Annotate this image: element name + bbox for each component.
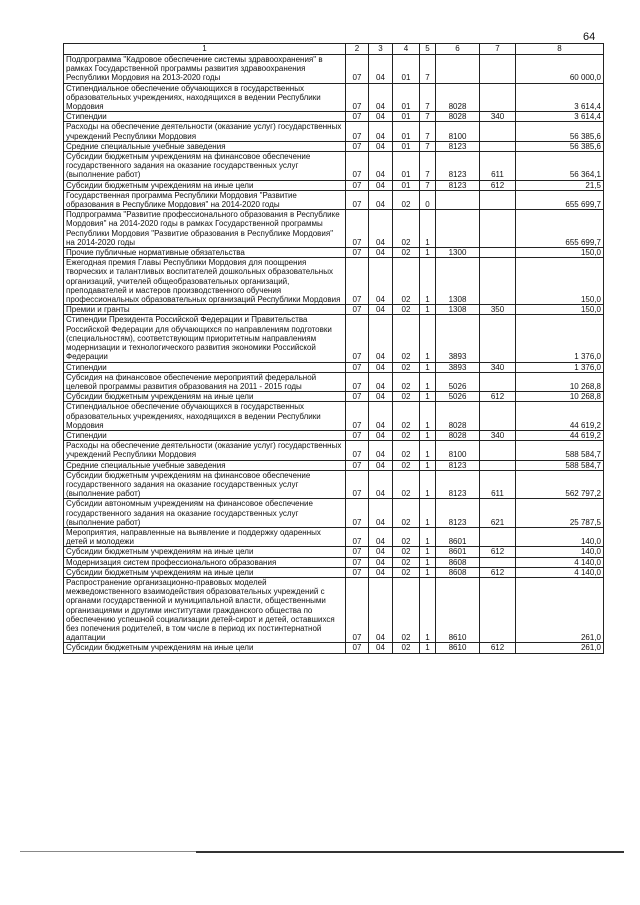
target-article-code: 8610 — [436, 643, 480, 653]
program-code: 02 — [393, 248, 420, 258]
expense-type-code — [480, 55, 516, 84]
row-amount: 150,0 — [516, 248, 604, 258]
target-article-code — [436, 210, 480, 248]
table-row — [64, 643, 604, 653]
section-code: 07 — [346, 460, 369, 470]
subsection-code: 04 — [369, 372, 393, 391]
subprogram-code: 7 — [420, 141, 436, 151]
subsection-code: 04 — [369, 557, 393, 567]
program-code: 02 — [393, 527, 420, 546]
row-amount: 1 376,0 — [516, 362, 604, 372]
target-article-code: 8123 — [436, 141, 480, 151]
section-code: 07 — [346, 547, 369, 557]
expense-type-code — [480, 248, 516, 258]
column-header: 8 — [516, 44, 604, 55]
subprogram-code: 1 — [420, 392, 436, 402]
page-number: 64 — [583, 31, 596, 43]
table-row — [64, 141, 604, 151]
subprogram-code: 1 — [420, 527, 436, 546]
table-row — [64, 362, 604, 372]
target-article-code: 3893 — [436, 315, 480, 362]
column-header: 7 — [480, 44, 516, 55]
table-row — [64, 577, 604, 642]
subprogram-code: 1 — [420, 577, 436, 642]
row-amount: 1 376,0 — [516, 315, 604, 362]
subsection-code: 04 — [369, 402, 393, 431]
program-code: 01 — [393, 83, 420, 112]
target-article-code: 8608 — [436, 557, 480, 567]
row-name: Стипендии Президента Российской Федерации и Правительства Российской Федерации для обучающихся по направлениям подготовки (специальностям), соответствующим приоритетным направлениям модернизации и технологического развития экономики Российской Федерации — [64, 315, 346, 362]
expense-type-code: 340 — [480, 362, 516, 372]
subprogram-code: 7 — [420, 112, 436, 122]
row-name: Субсидии бюджетным учреждениям на иные цели — [64, 180, 346, 190]
subsection-code: 04 — [369, 248, 393, 258]
table-row — [64, 55, 604, 84]
subprogram-code: 1 — [420, 567, 436, 577]
row-name: Средние специальные учебные заведения — [64, 460, 346, 470]
subprogram-code: 1 — [420, 499, 436, 528]
subprogram-code: 7 — [420, 83, 436, 112]
expense-type-code: 621 — [480, 499, 516, 528]
expense-type-code — [480, 210, 516, 248]
section-code: 07 — [346, 83, 369, 112]
expense-type-code — [480, 258, 516, 305]
expense-type-code: 612 — [480, 392, 516, 402]
subsection-code: 04 — [369, 141, 393, 151]
target-article-code: 8601 — [436, 547, 480, 557]
table-row — [64, 372, 604, 391]
expense-type-code: 612 — [480, 547, 516, 557]
table-row — [64, 567, 604, 577]
row-name: Расходы на обеспечение деятельности (оказание услуг) государственных учреждений Республики Мордовия — [64, 122, 346, 141]
row-name: Средние специальные учебные заведения — [64, 141, 346, 151]
expense-type-code: 350 — [480, 305, 516, 315]
row-name: Стипендии — [64, 430, 346, 440]
expense-type-code — [480, 83, 516, 112]
row-amount: 562 797,2 — [516, 470, 604, 499]
row-amount: 56 364,1 — [516, 152, 604, 181]
row-amount: 655 699,7 — [516, 190, 604, 209]
subprogram-code: 1 — [420, 315, 436, 362]
table-row — [64, 392, 604, 402]
row-name: Распространение организационно-правовых моделей межведомственного взаимодействия образовательных учреждений с органами государственной и муниципальной власти, общественными организациями и другими институтами гражданского общества по обеспечению успешной социализации детей-сирот и детей, оставшихся без попечения родителей, в том числе в период их постинтернатной адаптации — [64, 577, 346, 642]
row-amount: 44 619,2 — [516, 402, 604, 431]
section-code: 07 — [346, 392, 369, 402]
row-name: Ежегодная премия Главы Республики Мордовия для поощрения творческих и талантливых воспитателей дошкольных образовательных организаций, учителей общеобразовательных организаций, преподавателей и мастеров производственного обучения профессиональных образовательных организаций Республики Мордовия — [64, 258, 346, 305]
program-code: 02 — [393, 557, 420, 567]
section-code: 07 — [346, 499, 369, 528]
row-amount: 25 787,5 — [516, 499, 604, 528]
subsection-code: 04 — [369, 470, 393, 499]
subprogram-code: 1 — [420, 470, 436, 499]
program-code: 01 — [393, 55, 420, 84]
footer-divider-right — [196, 851, 624, 853]
subprogram-code: 1 — [420, 643, 436, 653]
target-article-code — [436, 190, 480, 209]
subsection-code: 04 — [369, 362, 393, 372]
expense-type-code: 611 — [480, 470, 516, 499]
subsection-code: 04 — [369, 55, 393, 84]
program-code: 02 — [393, 210, 420, 248]
expense-type-code — [480, 141, 516, 151]
expense-type-code — [480, 557, 516, 567]
program-code: 02 — [393, 577, 420, 642]
row-amount: 4 140,0 — [516, 567, 604, 577]
row-amount: 588 584,7 — [516, 441, 604, 460]
header-row — [64, 44, 604, 55]
row-name: Стипендии — [64, 112, 346, 122]
target-article-code: 1308 — [436, 305, 480, 315]
subprogram-code: 1 — [420, 441, 436, 460]
table-row — [64, 180, 604, 190]
program-code: 02 — [393, 362, 420, 372]
table-row — [64, 190, 604, 209]
subsection-code: 04 — [369, 180, 393, 190]
target-article-code: 8123 — [436, 152, 480, 181]
row-name: Мероприятия, направленные на выявление и поддержку одаренных детей и молодежи — [64, 527, 346, 546]
section-code: 07 — [346, 248, 369, 258]
section-code: 07 — [346, 152, 369, 181]
table-row — [64, 248, 604, 258]
target-article-code: 8123 — [436, 470, 480, 499]
target-article-code: 3893 — [436, 362, 480, 372]
subsection-code: 04 — [369, 83, 393, 112]
target-article-code: 8123 — [436, 499, 480, 528]
subsection-code: 04 — [369, 305, 393, 315]
expense-type-code: 612 — [480, 180, 516, 190]
subprogram-code: 1 — [420, 547, 436, 557]
row-name: Субсидии бюджетным учреждениям на иные цели — [64, 643, 346, 653]
footer-divider-left — [20, 851, 196, 852]
table-row — [64, 112, 604, 122]
section-code: 07 — [346, 567, 369, 577]
row-amount: 3 614,4 — [516, 83, 604, 112]
row-amount: 56 385,6 — [516, 141, 604, 151]
target-article-code: 8028 — [436, 112, 480, 122]
section-code: 07 — [346, 527, 369, 546]
table-row — [64, 152, 604, 181]
program-code: 02 — [393, 499, 420, 528]
target-article-code: 5026 — [436, 392, 480, 402]
section-code: 07 — [346, 112, 369, 122]
subprogram-code: 1 — [420, 557, 436, 567]
column-header: 1 — [64, 44, 346, 55]
row-amount: 588 584,7 — [516, 460, 604, 470]
subsection-code: 04 — [369, 122, 393, 141]
row-amount: 140,0 — [516, 527, 604, 546]
program-code: 01 — [393, 180, 420, 190]
row-amount: 21,5 — [516, 180, 604, 190]
expense-type-code — [480, 441, 516, 460]
program-code: 02 — [393, 372, 420, 391]
table-row — [64, 527, 604, 546]
expense-type-code — [480, 527, 516, 546]
row-amount: 150,0 — [516, 258, 604, 305]
target-article-code: 8028 — [436, 402, 480, 431]
expense-type-code — [480, 402, 516, 431]
subsection-code: 04 — [369, 499, 393, 528]
section-code: 07 — [346, 258, 369, 305]
subprogram-code: 1 — [420, 362, 436, 372]
row-amount: 655 699,7 — [516, 210, 604, 248]
subprogram-code: 1 — [420, 248, 436, 258]
row-name: Субсидии бюджетным учреждениям на финансовое обеспечение государственного задания на оказание государственных услуг (выполнение работ) — [64, 470, 346, 499]
target-article-code: 8123 — [436, 460, 480, 470]
row-name: Субсидии бюджетным учреждениям на финансовое обеспечение государственного задания на оказание государственных услуг (выполнение работ) — [64, 152, 346, 181]
section-code: 07 — [346, 402, 369, 431]
program-code: 02 — [393, 315, 420, 362]
subprogram-code: 1 — [420, 402, 436, 431]
program-code: 02 — [393, 643, 420, 653]
expense-type-code: 612 — [480, 567, 516, 577]
program-code: 01 — [393, 122, 420, 141]
subsection-code: 04 — [369, 258, 393, 305]
subprogram-code: 7 — [420, 152, 436, 181]
row-amount: 10 268,8 — [516, 392, 604, 402]
table-row — [64, 315, 604, 362]
section-code: 07 — [346, 210, 369, 248]
subprogram-code: 7 — [420, 122, 436, 141]
expense-type-code — [480, 122, 516, 141]
expense-type-code — [480, 315, 516, 362]
program-code: 02 — [393, 430, 420, 440]
subsection-code: 04 — [369, 527, 393, 546]
subsection-code: 04 — [369, 112, 393, 122]
table-row — [64, 402, 604, 431]
subsection-code: 04 — [369, 547, 393, 557]
row-amount: 261,0 — [516, 577, 604, 642]
section-code: 07 — [346, 180, 369, 190]
row-name: Субсидии бюджетным учреждениям на иные цели — [64, 547, 346, 557]
section-code: 07 — [346, 470, 369, 499]
table-row — [64, 557, 604, 567]
row-name: Стипендиальное обеспечение обучающихся в государственных образовательных учреждениях, находящихся в ведении Республики Мордовия — [64, 83, 346, 112]
table-row — [64, 499, 604, 528]
subprogram-code: 1 — [420, 305, 436, 315]
program-code: 01 — [393, 141, 420, 151]
row-name: Государственная программа Республики Мордовия "Развитие образования в Республике Мордовия" на 2014-2020 годы — [64, 190, 346, 209]
row-name: Подпрограмма "Кадровое обеспечение системы здравоохранения" в рамках Государственной программы развития здравоохранения Республики Мордовия на 2013-2020 годы — [64, 55, 346, 84]
program-code: 02 — [393, 190, 420, 209]
table-row — [64, 305, 604, 315]
target-article-code: 1300 — [436, 248, 480, 258]
program-code: 02 — [393, 460, 420, 470]
subsection-code: 04 — [369, 460, 393, 470]
expense-type-code: 611 — [480, 152, 516, 181]
subsection-code: 04 — [369, 441, 393, 460]
row-amount: 261,0 — [516, 643, 604, 653]
subprogram-code: 7 — [420, 55, 436, 84]
subprogram-code: 1 — [420, 372, 436, 391]
target-article-code: 8608 — [436, 567, 480, 577]
table-row — [64, 441, 604, 460]
row-name: Стипендиальное обеспечение обучающихся в государственных образовательных учреждениях, находящихся в ведении Республики Мордовия — [64, 402, 346, 431]
row-name: Модернизация систем профессионального образования — [64, 557, 346, 567]
column-header: 3 — [369, 44, 393, 55]
row-amount: 10 268,8 — [516, 372, 604, 391]
row-amount: 44 619,2 — [516, 430, 604, 440]
program-code: 02 — [393, 392, 420, 402]
section-code: 07 — [346, 643, 369, 653]
section-code: 07 — [346, 577, 369, 642]
subsection-code: 04 — [369, 643, 393, 653]
expense-type-code — [480, 372, 516, 391]
row-name: Премии и гранты — [64, 305, 346, 315]
program-code: 02 — [393, 258, 420, 305]
target-article-code: 8028 — [436, 430, 480, 440]
subsection-code: 04 — [369, 210, 393, 248]
target-article-code: 8610 — [436, 577, 480, 642]
program-code: 02 — [393, 567, 420, 577]
program-code: 01 — [393, 152, 420, 181]
table-row — [64, 460, 604, 470]
expense-type-code: 340 — [480, 112, 516, 122]
subprogram-code: 1 — [420, 258, 436, 305]
table-row — [64, 210, 604, 248]
subprogram-code: 1 — [420, 430, 436, 440]
section-code: 07 — [346, 557, 369, 567]
section-code: 07 — [346, 441, 369, 460]
section-code: 07 — [346, 372, 369, 391]
table-row — [64, 122, 604, 141]
target-article-code: 8028 — [436, 83, 480, 112]
column-header: 6 — [436, 44, 480, 55]
row-name: Субсидия на финансовое обеспечение мероприятий федеральной целевой программы развития образования на 2011 - 2015 годы — [64, 372, 346, 391]
section-code: 07 — [346, 315, 369, 362]
table-row — [64, 547, 604, 557]
expense-type-code: 340 — [480, 430, 516, 440]
expense-type-code — [480, 460, 516, 470]
target-article-code: 8100 — [436, 122, 480, 141]
column-header: 2 — [346, 44, 369, 55]
program-code: 02 — [393, 547, 420, 557]
row-name: Субсидии бюджетным учреждениям на иные цели — [64, 392, 346, 402]
row-name: Субсидии бюджетным учреждениям на иные цели — [64, 567, 346, 577]
budget-table — [63, 43, 604, 654]
row-name: Субсидии автономным учреждениям на финансовое обеспечение государственного задания на оказание государственных услуг (выполнение работ) — [64, 499, 346, 528]
column-header: 5 — [420, 44, 436, 55]
program-code: 01 — [393, 112, 420, 122]
section-code: 07 — [346, 55, 369, 84]
row-amount: 60 000,0 — [516, 55, 604, 84]
column-header: 4 — [393, 44, 420, 55]
row-amount: 3 614,4 — [516, 112, 604, 122]
subsection-code: 04 — [369, 152, 393, 181]
subsection-code: 04 — [369, 392, 393, 402]
subsection-code: 04 — [369, 567, 393, 577]
table-row — [64, 430, 604, 440]
target-article-code — [436, 55, 480, 84]
subprogram-code: 0 — [420, 190, 436, 209]
section-code: 07 — [346, 362, 369, 372]
program-code: 02 — [393, 470, 420, 499]
target-article-code: 8123 — [436, 180, 480, 190]
row-name: Прочие публичные нормативные обязательства — [64, 248, 346, 258]
subprogram-code: 1 — [420, 460, 436, 470]
subsection-code: 04 — [369, 577, 393, 642]
section-code: 07 — [346, 122, 369, 141]
row-name: Расходы на обеспечение деятельности (оказание услуг) государственных учреждений Республики Мордовия — [64, 441, 346, 460]
program-code: 02 — [393, 441, 420, 460]
expense-type-code: 612 — [480, 643, 516, 653]
expense-type-code — [480, 577, 516, 642]
program-code: 02 — [393, 402, 420, 431]
table-row — [64, 83, 604, 112]
target-article-code: 8601 — [436, 527, 480, 546]
target-article-code: 8100 — [436, 441, 480, 460]
subsection-code: 04 — [369, 430, 393, 440]
target-article-code: 5026 — [436, 372, 480, 391]
section-code: 07 — [346, 190, 369, 209]
row-name: Подпрограмма "Развитие профессионального образования в Республике Мордовия" на 2014-2020 годы в рамках Государственной программы Республики Мордовия "Развитие образования в Республике Мордовия" на 2014-2020 годы — [64, 210, 346, 248]
subsection-code: 04 — [369, 190, 393, 209]
subprogram-code: 7 — [420, 180, 436, 190]
table-row — [64, 258, 604, 305]
section-code: 07 — [346, 430, 369, 440]
expense-type-code — [480, 190, 516, 209]
row-amount: 140,0 — [516, 547, 604, 557]
row-amount: 56 385,6 — [516, 122, 604, 141]
target-article-code: 1308 — [436, 258, 480, 305]
row-amount: 150,0 — [516, 305, 604, 315]
subsection-code: 04 — [369, 315, 393, 362]
section-code: 07 — [346, 141, 369, 151]
section-code: 07 — [346, 305, 369, 315]
program-code: 02 — [393, 305, 420, 315]
row-amount: 4 140,0 — [516, 557, 604, 567]
subprogram-code: 1 — [420, 210, 436, 248]
table-row — [64, 470, 604, 499]
row-name: Стипендии — [64, 362, 346, 372]
